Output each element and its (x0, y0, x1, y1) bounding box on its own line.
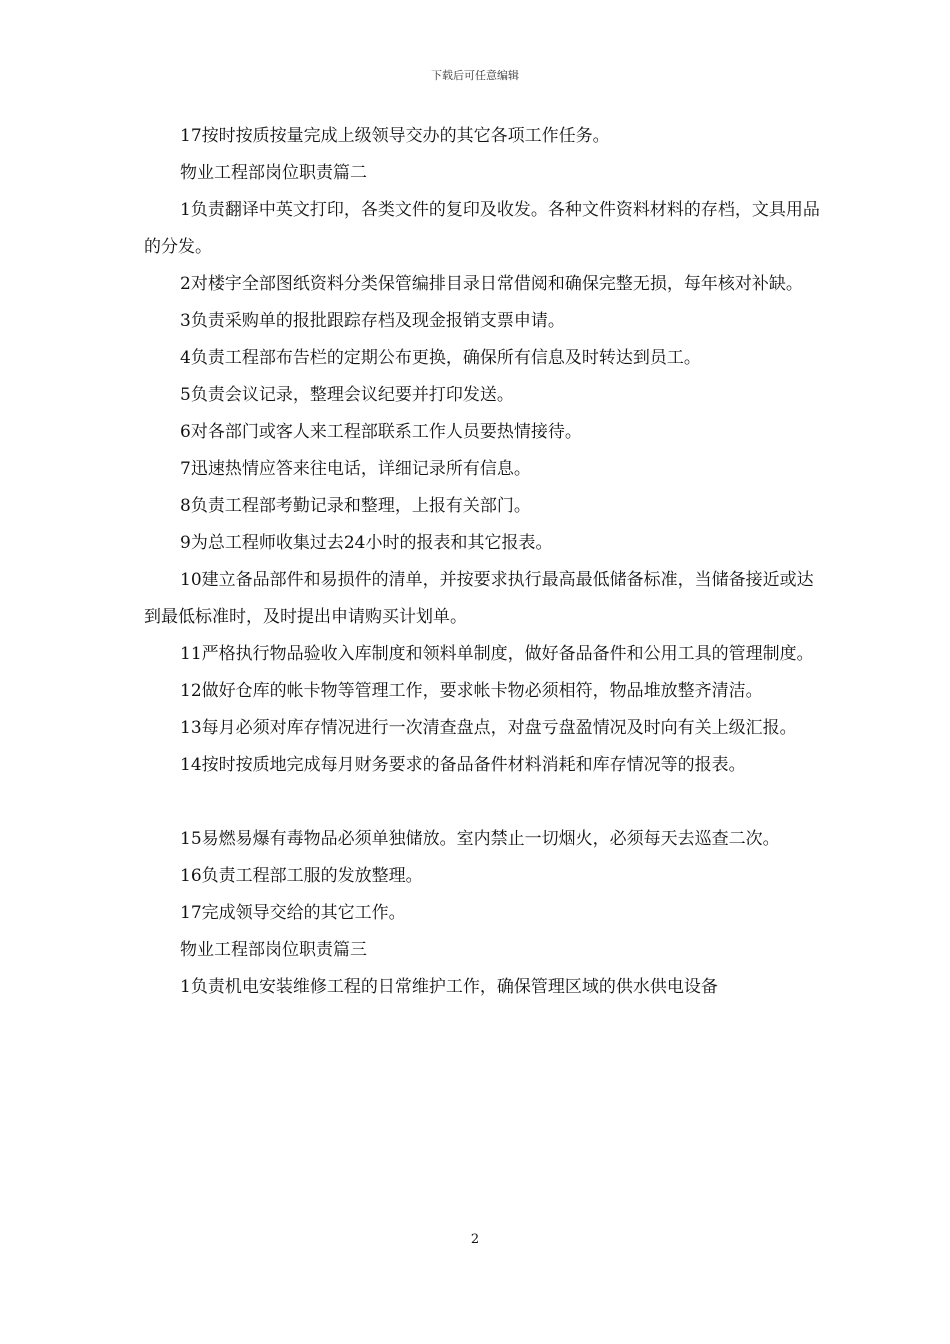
paragraph: 6对各部门或客人来工程部联系工作人员要热情接待。 (180, 422, 582, 442)
paragraph: 14按时按质地完成每月财务要求的备品备件材料消耗和库存情况等的报表。 (180, 755, 746, 775)
paragraph: 15易燃易爆有毒物品必须单独储放。室内禁止一切烟火，必须每天去巡查二次。 (180, 829, 780, 849)
paragraph: 12做好仓库的帐卡物等管理工作，要求帐卡物必须相符，物品堆放整齐清洁。 (180, 681, 763, 701)
paragraph: 1负责翻译中英文打印，各类文件的复印及收发。各种文件资料材料的存档，文具用品的分发。 (144, 200, 820, 257)
paragraph: 2对楼宇全部图纸资料分类保管编排目录日常借阅和确保完整无损，每年核对补缺。 (180, 274, 803, 294)
paragraph: 16负责工程部工服的发放整理。 (180, 866, 423, 886)
paragraph: 17按时按质按量完成上级领导交办的其它各项工作任务。 (180, 126, 610, 146)
paragraph: 10建立备品部件和易损件的清单，并按要求执行最高最低储备标准，当储备接近或达到最低标准时，及时提出申请购买计划单。 (144, 570, 814, 627)
paragraph: 7迅速热情应答来往电话，详细记录所有信息。 (180, 459, 531, 479)
paragraph: 13每月必须对库存情况进行一次清查盘点，对盘亏盘盈情况及时向有关上级汇报。 (180, 718, 797, 738)
section-heading: 物业工程部岗位职责篇二 (180, 163, 367, 183)
paragraph: 11严格执行物品验收入库制度和领料单制度，做好备品备件和公用工具的管理制度。 (180, 644, 814, 664)
paragraph: 9为总工程师收集过去24小时的报表和其它报表。 (180, 533, 553, 553)
section-heading: 物业工程部岗位职责篇三 (180, 940, 367, 960)
page-number: 2 (470, 1232, 480, 1247)
paragraph: 5负责会议记录，整理会议纪要并打印发送。 (180, 385, 514, 405)
paragraph: 17完成领导交给的其它工作。 (180, 903, 406, 923)
paragraph: 4负责工程部布告栏的定期公布更换，确保所有信息及时转达到员工。 (180, 348, 701, 368)
paragraph: 8负责工程部考勤记录和整理，上报有关部门。 (180, 496, 531, 516)
document-body (144, 118, 824, 1006)
paragraph: 3负责采购单的报批跟踪存档及现金报销支票申请。 (180, 311, 565, 331)
page-header: 下载后可任意编辑 (431, 69, 519, 82)
paragraph: 1负责机电安装维修工程的日常维护工作，确保管理区域的供水供电设备 (180, 977, 718, 997)
